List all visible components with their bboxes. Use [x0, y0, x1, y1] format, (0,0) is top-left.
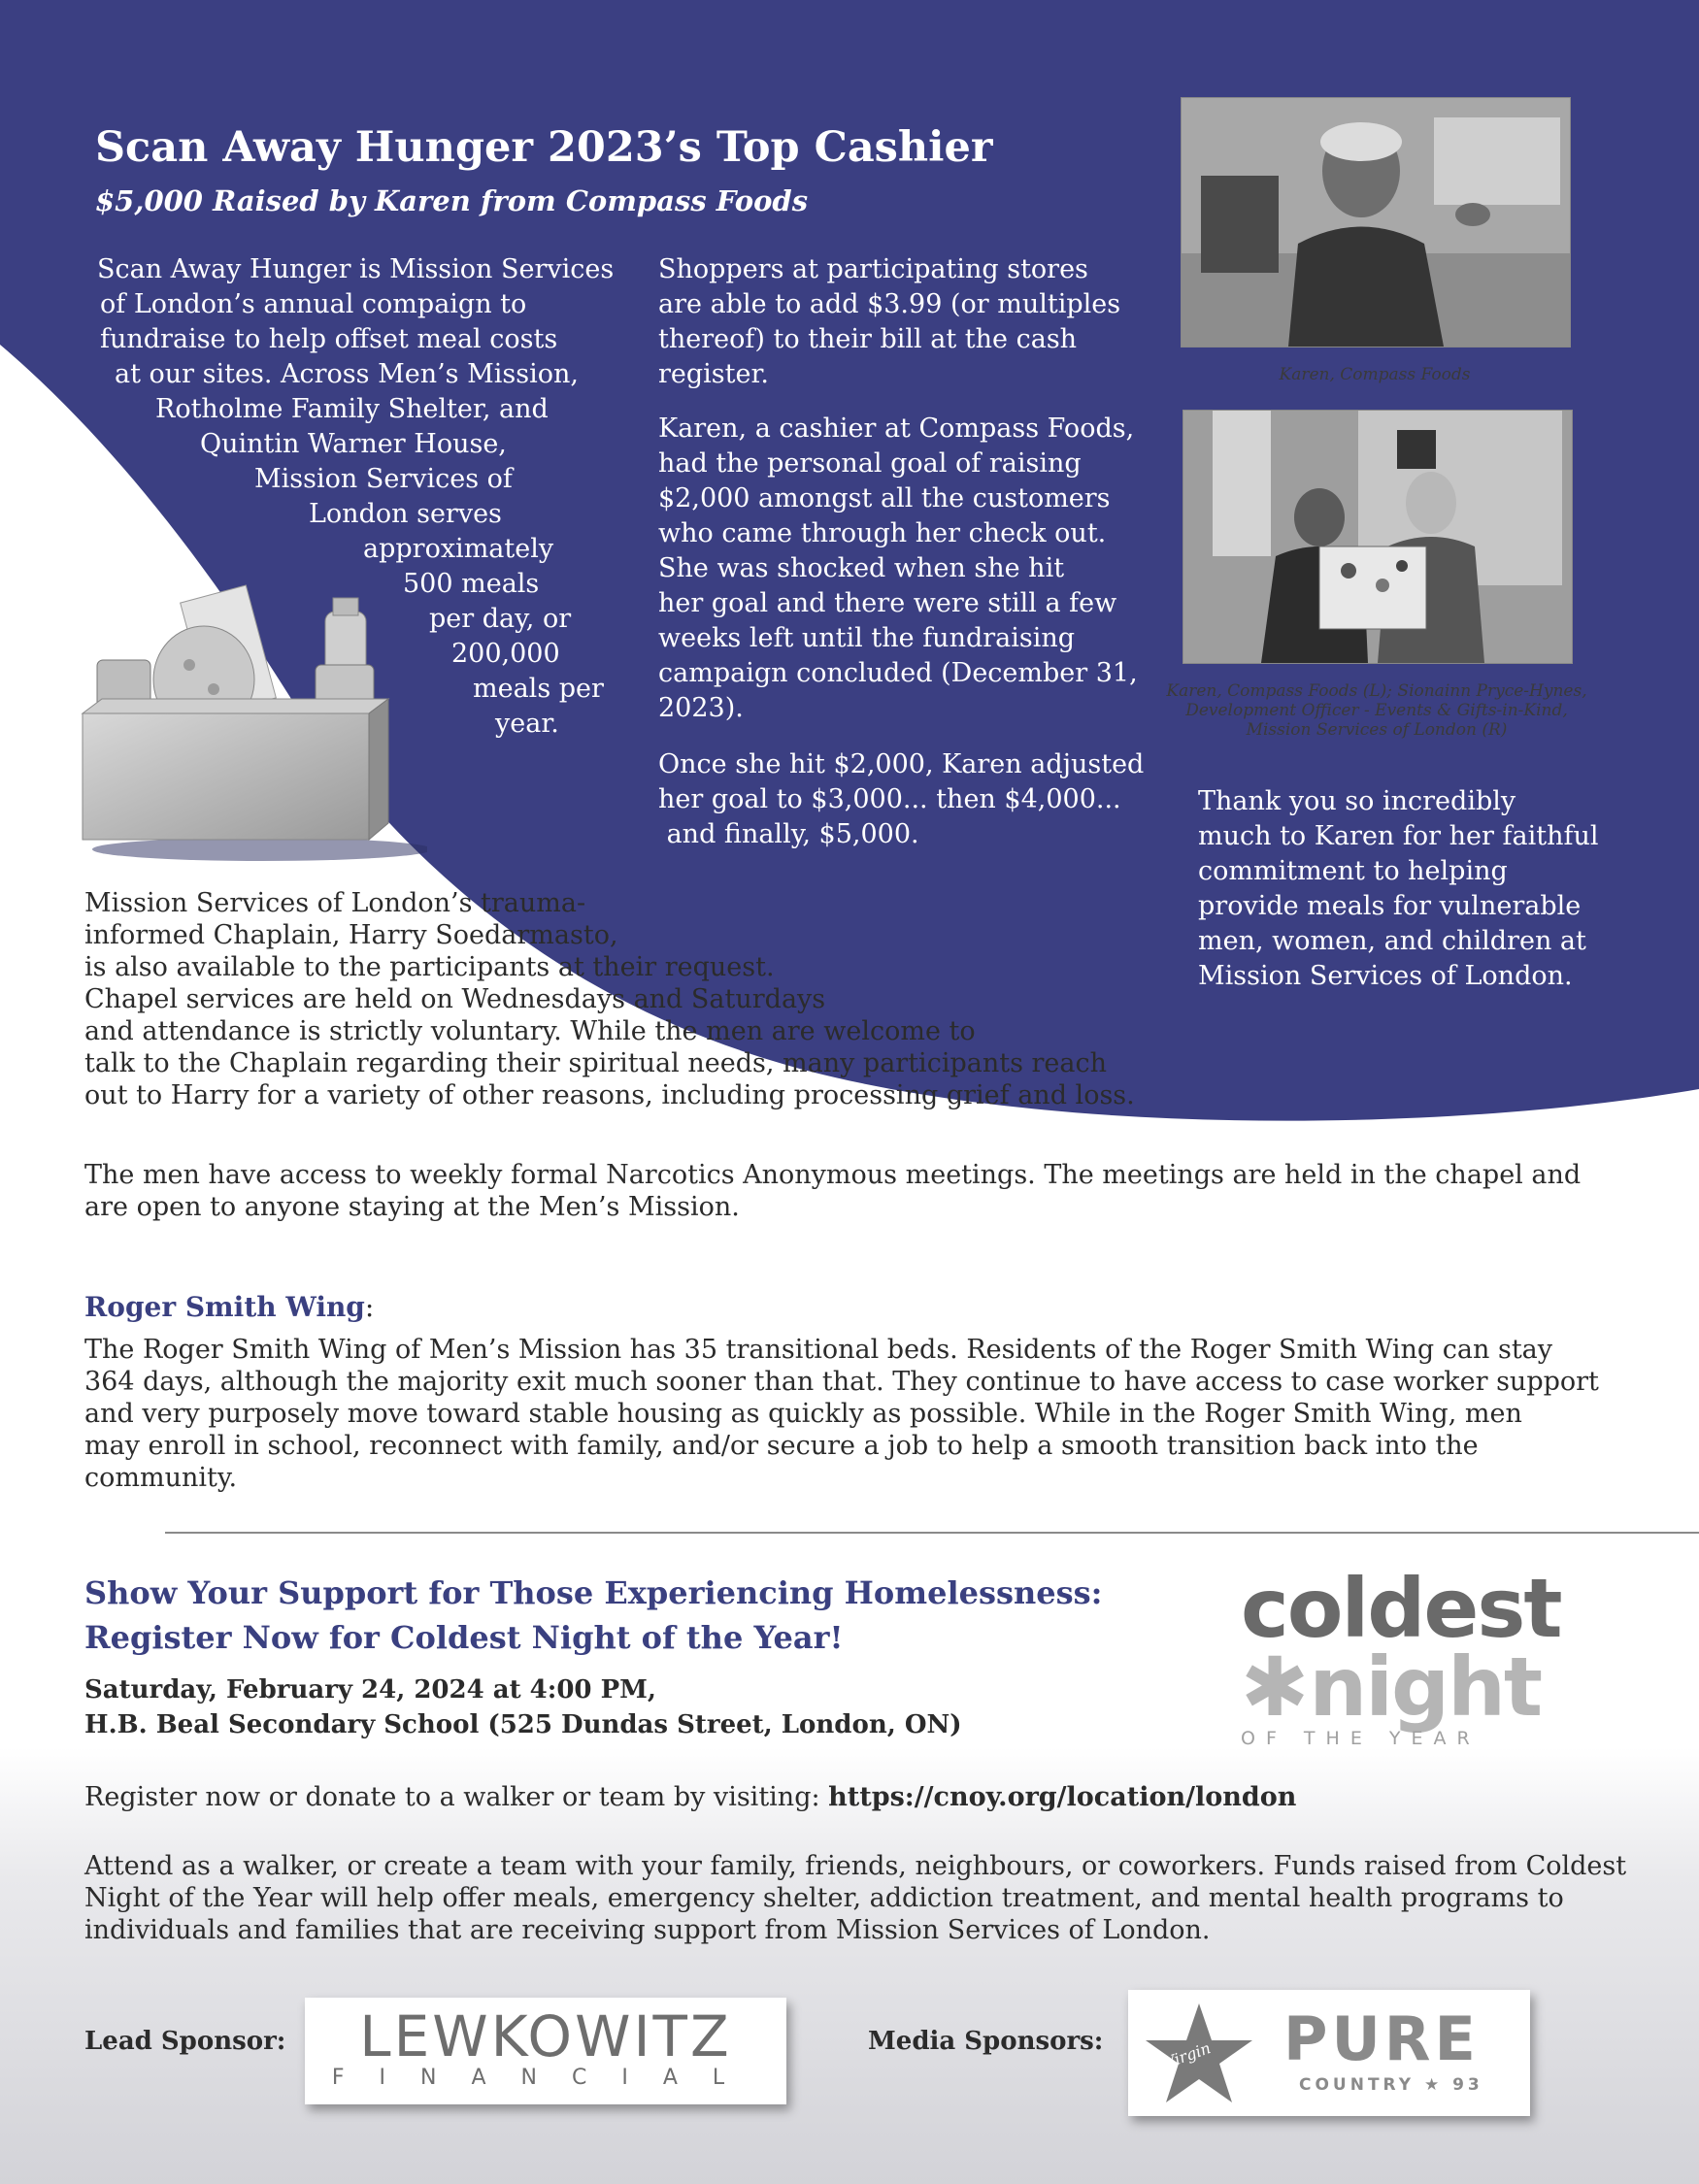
text-line: approximately [363, 534, 554, 564]
cnoy-heading [84, 1571, 1102, 1660]
cnoy-heading-line-2: Register Now for Coldest Night of the Year! [84, 1619, 844, 1656]
lewkowitz-logo [305, 1998, 786, 2104]
text-line: meals per [473, 674, 604, 704]
text-line: thereof) to their bill at the cash [658, 324, 1078, 354]
caption-line: Development Officer - Events & Gifts-in-Kind, [1185, 701, 1568, 720]
text-line: is also available to the participants at their request. [84, 952, 775, 982]
text-line: community. [84, 1463, 238, 1493]
text-line: Mission Services of London. [1198, 961, 1573, 991]
text-line: Attend as a walker, or create a team with your family, friends, neighbours, or coworkers. Funds raised from Coldest [84, 1851, 1627, 1881]
cnoy-heading-line-1: Show Your Support for Those Experiencing Homelessness: [84, 1574, 1103, 1611]
text-line: commitment to helping [1198, 856, 1508, 886]
text-line: are able to add $3.99 (or multiples [658, 289, 1121, 319]
text-line: 200,000 [451, 639, 560, 669]
text-line: $2,000 amongst all the customers [658, 483, 1111, 513]
text-line: and attendance is strictly voluntary. While the men are welcome to [84, 1016, 976, 1046]
media-sponsors-label: Media Sponsors: [868, 2027, 1104, 2056]
pure-wordmark: PURE [1283, 2003, 1480, 2074]
register-line [84, 1780, 1296, 1815]
text-line: who came through her check out. [658, 518, 1107, 548]
media-sponsors-logo [1128, 1990, 1530, 2116]
text-line: Quintin Warner House, [200, 429, 507, 459]
logo-word-night: night [1309, 1639, 1542, 1735]
text-line: out to Harry for a variety of other reasons, including processing grief and loss. [84, 1080, 1135, 1110]
logo-night-row [1241, 1639, 1590, 1735]
text-line: 500 meals [403, 569, 540, 599]
text-line: Rotholme Family Shelter, and [155, 394, 549, 424]
text-line: The Roger Smith Wing of Men’s Mission has 35 transitional beds. Residents of the Roger Smith Wing can stay [84, 1335, 1553, 1365]
text-line: year. [495, 709, 559, 739]
text-line: 364 days, although the majority exit much sooner than that. They continue to have access to case worker support [84, 1367, 1599, 1397]
caption-line: Karen, Compass Foods (L); Sionainn Pryce-Hynes, [1166, 681, 1587, 701]
event-date: Saturday, February 24, 2024 at 4:00 PM, [84, 1675, 656, 1704]
karen-goal-paragraph [658, 412, 1163, 726]
text-line: are open to anyone staying at the Men’s Mission. [84, 1192, 740, 1222]
lewkowitz-financial: FINANCIAL [331, 2066, 760, 2090]
text-line: talk to the Chaplain regarding their spiritual needs, many participants reach [84, 1048, 1107, 1078]
karen-and-sionainn-photo [1183, 410, 1573, 664]
text-line: Night of the Year will help offer meals, emergency shelter, addiction treatment, and mental health programs to [84, 1883, 1564, 1913]
text-line: individuals and families that are receiving support from Mission Services of London. [84, 1915, 1211, 1945]
food-box-illustration [78, 573, 427, 864]
roger-smith-heading-text: Roger Smith Wing [84, 1291, 365, 1323]
caption-line: Mission Services of London (R) [1246, 720, 1508, 740]
article-subtitle: $5,000 Raised by Karen from Compass Foods [95, 184, 809, 217]
text-line: London serves [309, 499, 502, 529]
register-text: Register now or donate to a walker or team by visiting: [84, 1782, 829, 1812]
text-line: at our sites. Across Men’s Mission, [115, 359, 579, 389]
text-line: register. [658, 359, 770, 389]
roger-smith-heading [84, 1291, 374, 1323]
text-line: had the personal goal of raising [658, 448, 1082, 479]
lead-sponsor-label: Lead Sponsor: [84, 2027, 286, 2056]
photo-caption-1: Karen, Compass Foods [1279, 365, 1471, 384]
text-line: Mission Services of London’s trauma- [84, 888, 586, 918]
text-line: men, women, and children at [1198, 926, 1586, 956]
cnoy-event-details [84, 1672, 962, 1742]
event-venue: H.B. Beal Secondary School (525 Dundas Street, London, ON) [84, 1710, 962, 1739]
text-line: Karen, a cashier at Compass Foods, [658, 414, 1135, 444]
karen-photo [1181, 97, 1571, 347]
text-line: Thank you so incredibly [1198, 786, 1516, 816]
text-line: fundraise to help offset meal costs [100, 324, 558, 354]
text-line: informed Chaplain, Harry Soedarmasto, [84, 920, 618, 950]
karen-photo-image [1182, 98, 1570, 347]
chaplain-paragraph [84, 887, 1172, 1111]
shoppers-paragraph [658, 252, 1163, 392]
karen-and-sionainn-photo-image [1183, 411, 1572, 663]
text-line: Mission Services of [254, 464, 513, 494]
photo-caption-2 [1134, 681, 1619, 740]
text-line: weeks left until the fundraising [658, 623, 1076, 653]
text-line: her goal to $3,000... then $4,000... [658, 784, 1121, 814]
logo-word-coldest: coldest [1241, 1561, 1561, 1656]
pure-country-93: COUNTRY ★ 93 [1299, 2075, 1483, 2095]
text-line: 2023). [658, 693, 744, 723]
text-line: her goal and there were still a few [658, 588, 1117, 618]
text-line: much to Karen for her faithful [1198, 821, 1599, 851]
text-line: campaign concluded (December 31, [658, 658, 1138, 688]
register-link[interactable]: https://cnoy.org/location/london [828, 1782, 1297, 1812]
text-line: and finally, $5,000. [658, 819, 919, 849]
text-line: and very purposely move toward stable housing as quickly as possible. While in the Roger Smith Wing, men [84, 1399, 1522, 1429]
virgin-wordmark: Virgin [1161, 2038, 1214, 2072]
text-line: may enroll in school, reconnect with family, and/or secure a job to help a smooth transition back into the [84, 1431, 1479, 1461]
thank-you-paragraph [1198, 784, 1654, 994]
roger-smith-paragraph [84, 1334, 1657, 1494]
asterisk-icon: ✱ [1241, 1639, 1310, 1735]
coldest-night-logo [1241, 1561, 1590, 1749]
text-line: Scan Away Hunger is Mission Services [97, 254, 615, 284]
logo-tagline: OF THE YEAR [1241, 1728, 1481, 1749]
text-line: Chapel services are held on Wednesdays and Saturdays [84, 984, 826, 1014]
karen-adjusted-paragraph [658, 747, 1163, 852]
text-line: She was shocked when she hit [658, 553, 1065, 583]
text-line: Shoppers at participating stores [658, 254, 1088, 284]
text-line: The men have access to weekly formal Narcotics Anonymous meetings. The meetings are held in the chapel and [84, 1160, 1582, 1190]
text-line: provide meals for vulnerable [1198, 891, 1582, 921]
heading-colon: : [364, 1291, 375, 1323]
text-line: per day, or [429, 604, 572, 634]
narcotics-anonymous-paragraph [84, 1159, 1657, 1223]
attend-paragraph [84, 1850, 1657, 1946]
lewkowitz-name: LEWKOWITZ [359, 2003, 732, 2069]
text-line: Once she hit $2,000, Karen adjusted [658, 749, 1145, 779]
section-divider [165, 1532, 1699, 1534]
text-line: of London’s annual compaign to [100, 289, 527, 319]
article-title: Scan Away Hunger 2023’s Top Cashier [95, 123, 993, 172]
